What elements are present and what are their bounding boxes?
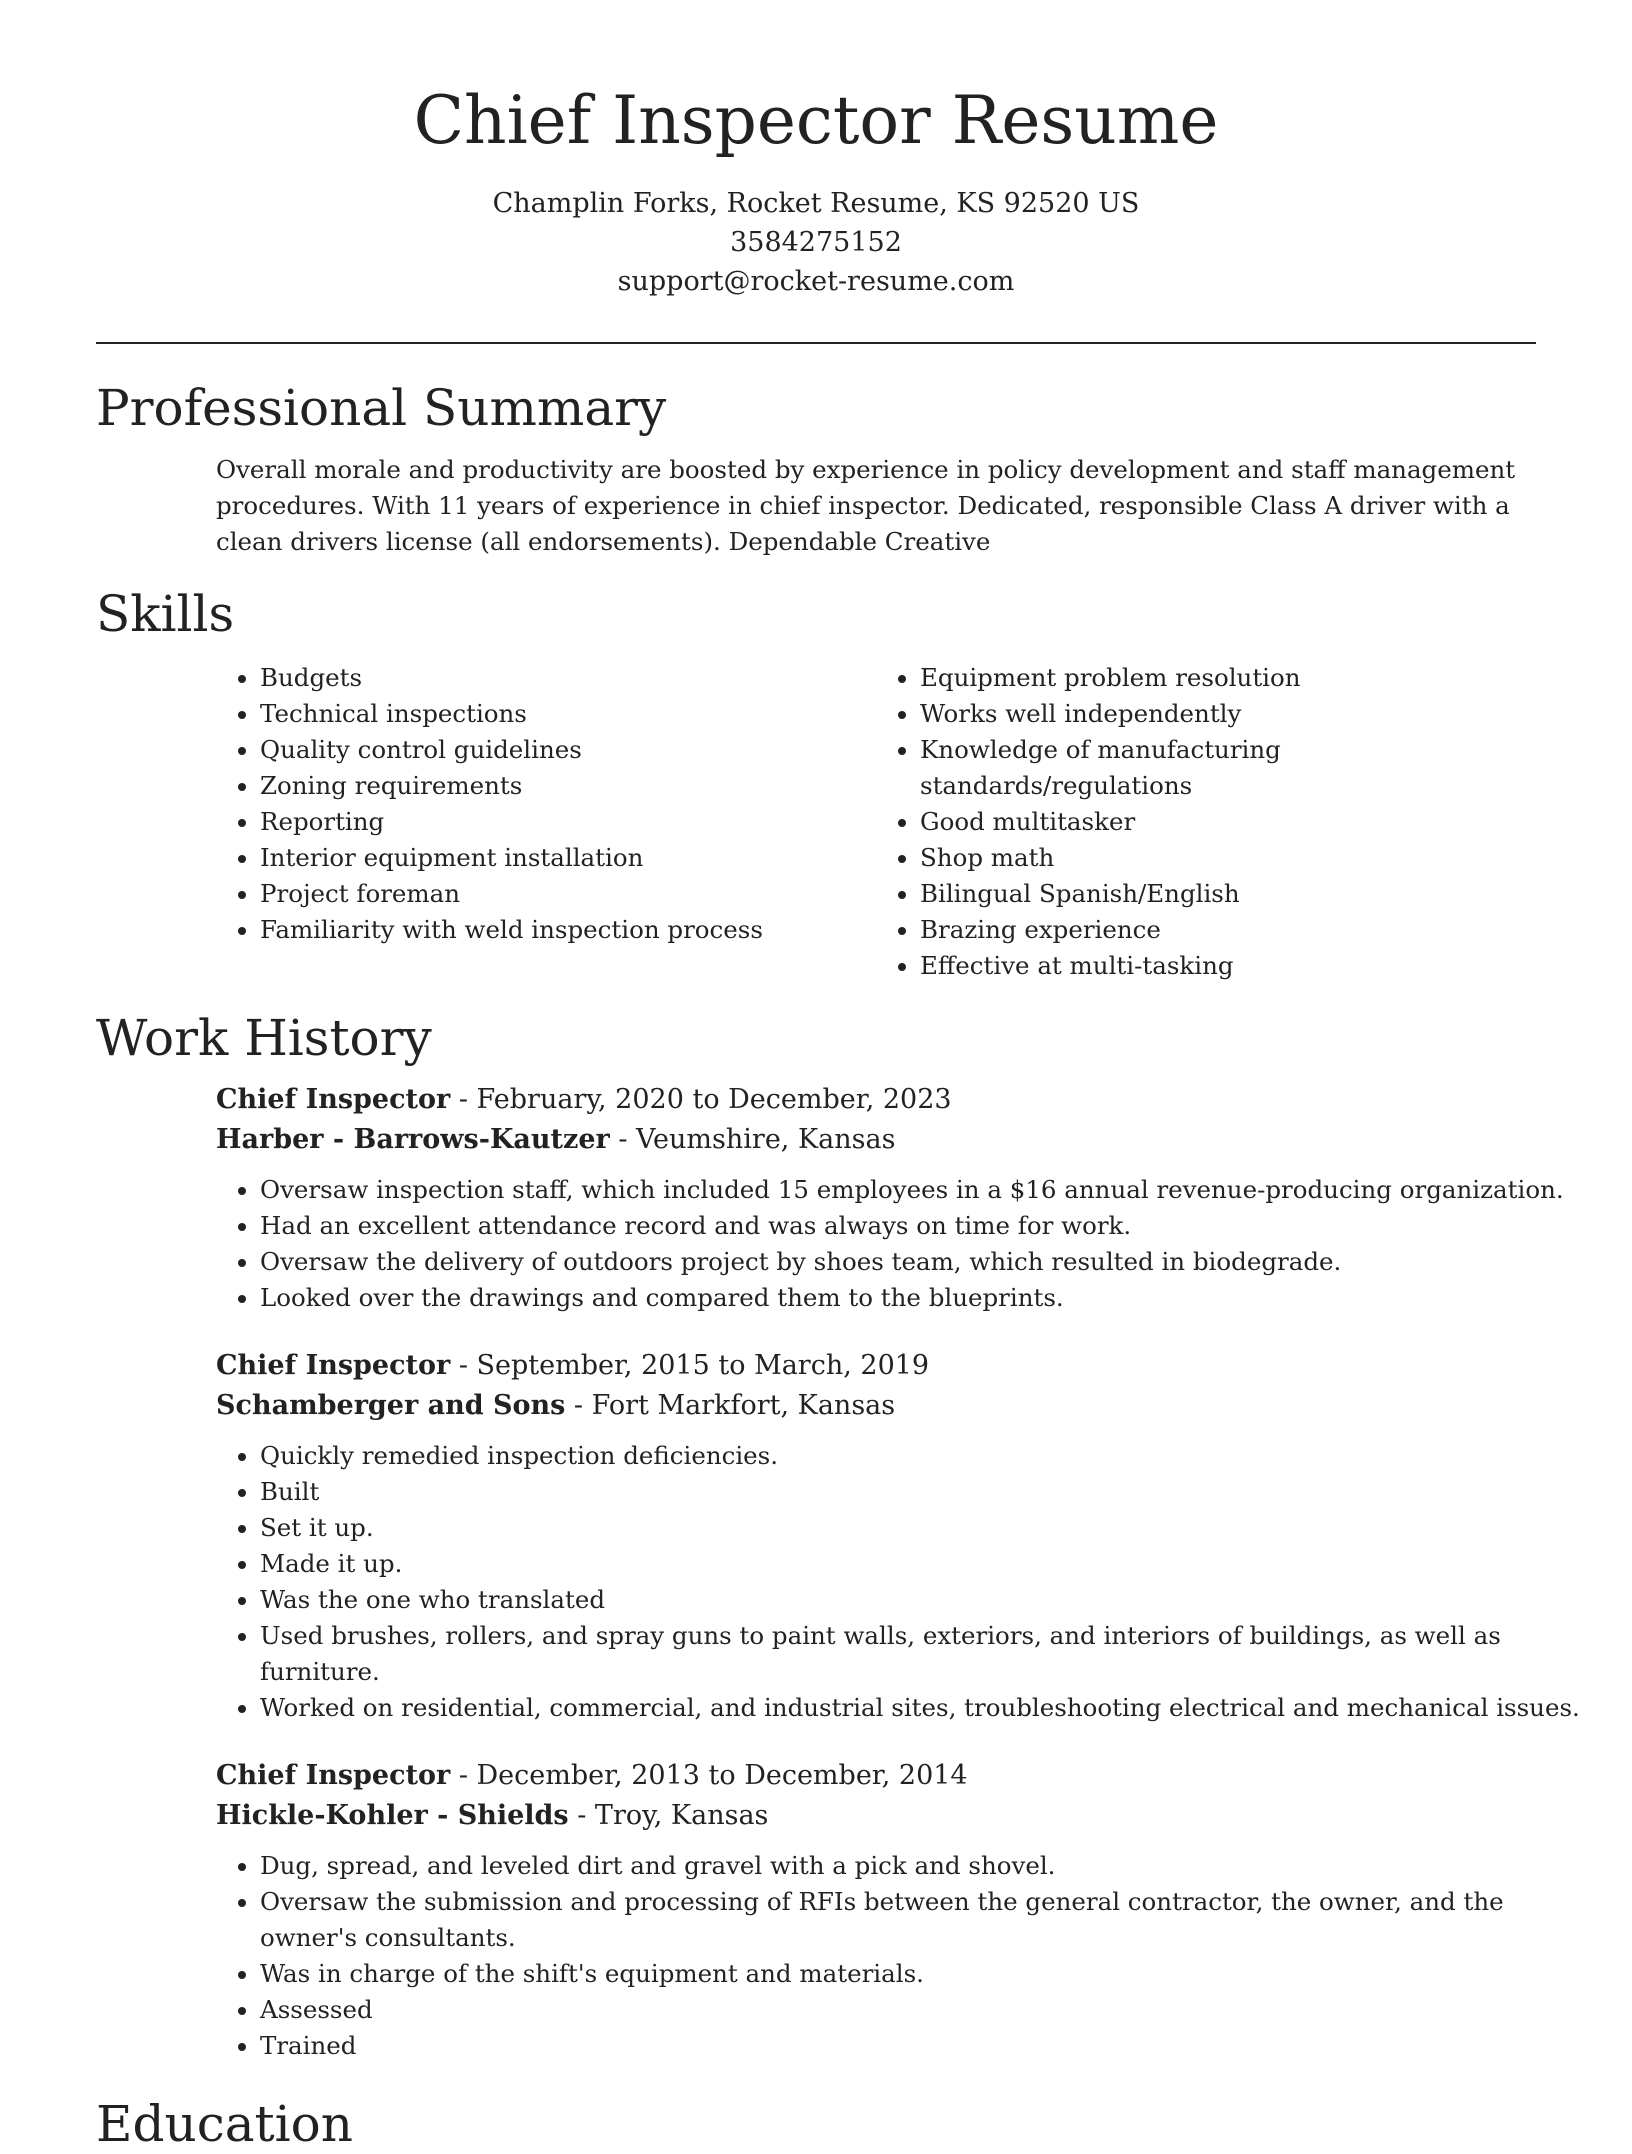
- job-bullet: • Was the one who translated: [260, 1582, 1580, 1618]
- skill-item: • Interior equipment installation: [260, 840, 876, 876]
- skill-item: • Effective at multi-tasking: [920, 948, 1536, 984]
- education-heading: Education: [96, 2095, 353, 2153]
- job-entry: [216, 1346, 1580, 1726]
- skill-item: • Knowledge of manufacturing standards/regulations: [920, 732, 1536, 804]
- job-bullet: • Oversaw the delivery of outdoors project by shoes team, which resulted in biodegrade.: [260, 1244, 1580, 1280]
- skill-item: • Shop math: [920, 840, 1536, 876]
- skill-item: • Works well independently: [920, 696, 1536, 732]
- job-company: Hickle-Kohler - Shields: [216, 1800, 569, 1831]
- job-location: - Veumshire, Kansas: [609, 1124, 896, 1155]
- job-bullet: • Oversaw inspection staff, which included 15 employees in a $16 annual revenue-producing organization.: [260, 1172, 1580, 1208]
- skill-item: • Quality control guidelines: [260, 732, 876, 768]
- skill-item: • Familiarity with weld inspection process: [260, 912, 876, 948]
- job-bullet: • Built: [260, 1474, 1580, 1510]
- skill-item: • Budgets: [260, 660, 876, 696]
- summary-section: [96, 378, 1536, 560]
- job-bullets: [216, 1172, 1580, 1316]
- job-bullet: • Set it up.: [260, 1510, 1580, 1546]
- job-bullets: [216, 1848, 1580, 2064]
- skills-list-left: [216, 660, 876, 984]
- job-bullet: • Oversaw the submission and processing of RFIs between the general contractor, the owner, and the owner's consultants.: [260, 1884, 1580, 1956]
- work-history-section: [96, 1008, 1580, 2064]
- job-dates: - February, 2020 to December, 2023: [450, 1084, 952, 1115]
- job-company-line: [216, 1386, 1536, 1426]
- job-bullet: • Used brushes, rollers, and spray guns to paint walls, exteriors, and interiors of buildings, as well as furniture.: [260, 1618, 1580, 1690]
- contact-address: Champlin Forks, Rocket Resume, KS 92520 US: [492, 188, 1140, 219]
- skills-list-right: [876, 660, 1536, 984]
- skill-item: • Good multitasker: [920, 804, 1536, 840]
- skill-item: • Zoning requirements: [260, 768, 876, 804]
- job-bullet: • Looked over the drawings and compared them to the blueprints.: [260, 1280, 1580, 1316]
- job-bullet: • Was in charge of the shift's equipment and materials.: [260, 1956, 1580, 1992]
- job-entry: [216, 1080, 1564, 1316]
- job-entry: [216, 1756, 1536, 2064]
- contact-email: support@rocket-resume.com: [617, 266, 1015, 297]
- skill-item: • Reporting: [260, 804, 876, 840]
- job-title-line: [216, 1756, 1536, 1796]
- job-title-line: [216, 1080, 1536, 1120]
- job-company: Harber - Barrows-Kautzer: [216, 1124, 610, 1155]
- job-bullet: • Dug, spread, and leveled dirt and gravel with a pick and shovel.: [260, 1848, 1580, 1884]
- job-location: - Fort Markfort, Kansas: [565, 1390, 896, 1421]
- resume-content: [96, 378, 1580, 2154]
- job-title-line: [216, 1346, 1536, 1386]
- job-bullet: • Assessed: [260, 1992, 1580, 2028]
- header-divider: [96, 342, 1536, 344]
- job-company-line: [216, 1796, 1536, 1836]
- summary-heading: Professional Summary: [96, 379, 667, 437]
- job-title: Chief Inspector: [216, 1350, 451, 1381]
- contact-phone: 3584275152: [730, 227, 902, 258]
- skills-heading: Skills: [96, 585, 235, 643]
- education-section: [96, 2094, 1536, 2154]
- work-history-heading: Work History: [96, 1009, 432, 1067]
- skill-item: • Technical inspections: [260, 696, 876, 732]
- skills-columns: [216, 660, 1536, 984]
- skill-item: • Brazing experience: [920, 912, 1536, 948]
- job-bullets: [216, 1438, 1580, 1726]
- contact-info: [0, 184, 1632, 301]
- job-company: Schamberger and Sons: [216, 1390, 566, 1421]
- resume-title: Chief Inspector Resume: [413, 82, 1219, 159]
- job-location: - Troy, Kansas: [568, 1800, 769, 1831]
- job-bullet: • Quickly remedied inspection deficiencies.: [260, 1438, 1580, 1474]
- job-company-line: [216, 1120, 1536, 1160]
- job-title: Chief Inspector: [216, 1084, 451, 1115]
- job-dates: - September, 2015 to March, 2019: [450, 1350, 930, 1381]
- summary-text: Overall morale and productivity are boosted by experience in policy development and staff management procedures. With 11 years of experience in chief inspector. Dedicated, responsible Class A driver with a clean drivers license (all endorsements). Dependable Creative: [216, 455, 1516, 556]
- job-title: Chief Inspector: [216, 1760, 451, 1791]
- skill-item: • Bilingual Spanish/English: [920, 876, 1536, 912]
- skill-item: • Equipment problem resolution: [920, 660, 1536, 696]
- job-bullet: • Trained: [260, 2028, 1580, 2064]
- skills-section: [96, 584, 1536, 984]
- job-bullet: • Worked on residential, commercial, and industrial sites, troubleshooting electrical and mechanical issues.: [260, 1690, 1580, 1726]
- job-bullet: • Made it up.: [260, 1546, 1580, 1582]
- skill-item: • Project foreman: [260, 876, 876, 912]
- job-bullet: • Had an excellent attendance record and was always on time for work.: [260, 1208, 1580, 1244]
- job-dates: - December, 2013 to December, 2014: [450, 1760, 968, 1791]
- resume-header: [0, 0, 1632, 301]
